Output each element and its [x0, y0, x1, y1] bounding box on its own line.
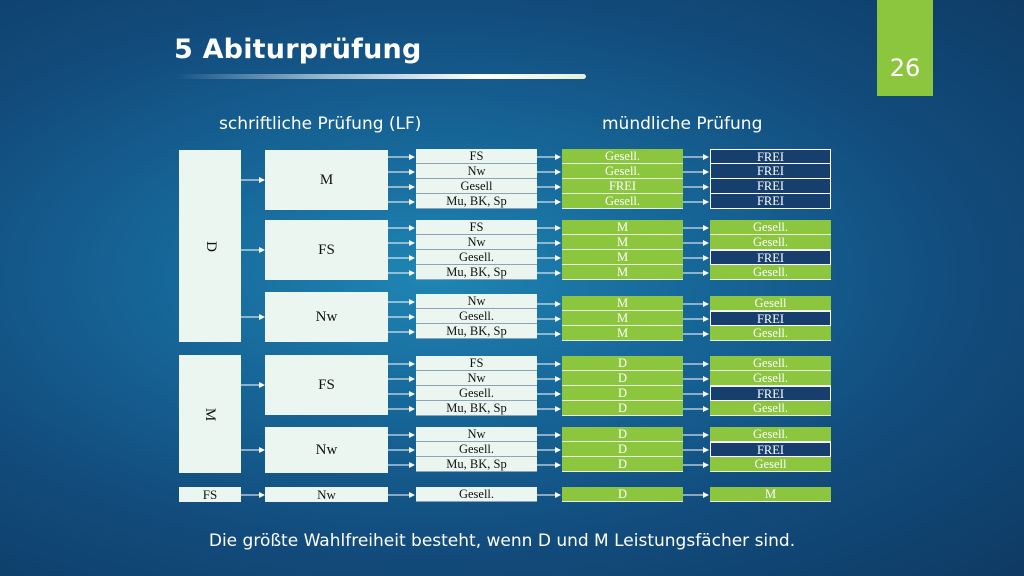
title-underline — [174, 74, 586, 79]
oral-choice-cell: FREI — [710, 250, 831, 265]
oral-subject-cell: M — [562, 250, 683, 265]
oral-subject-cell: Gesell. — [562, 149, 683, 164]
oral-subject-cell: D — [562, 356, 683, 371]
lf2-box-m — [265, 150, 388, 210]
oral-subject-cell: Gesell. — [562, 164, 683, 179]
oral-subject-cell: FREI — [562, 179, 683, 194]
lf2-label: FS — [318, 241, 335, 258]
lf2-label: Nw — [315, 308, 338, 325]
written-subject-cell: Gesell. — [416, 442, 537, 457]
written-subject-cell: Nw — [416, 294, 537, 309]
written-subject-cell: Nw — [416, 164, 537, 179]
oral-choice-cell: Gesell. — [710, 235, 831, 250]
written-subject-cell: Mu, BK, Sp — [416, 324, 537, 339]
oral-subject-cell: D — [562, 401, 683, 416]
written-subject-cell: FS — [416, 149, 537, 164]
oral-choice-cell: Gesell. — [710, 356, 831, 371]
written-subject-cell: FS — [416, 356, 537, 371]
written-subject-cell: Nw — [416, 235, 537, 250]
written-subject-cell: Mu, BK, Sp — [416, 265, 537, 280]
lf1-label-fs: FS — [202, 486, 218, 502]
oral-choice-cell: FREI — [710, 194, 831, 209]
oral-choice-cell: FREI — [710, 311, 831, 326]
oral-choice-cell: FREI — [710, 164, 831, 179]
oral-subject-cell: D — [562, 427, 683, 442]
oral-choice-cell: Gesell. — [710, 220, 831, 235]
oral-subject-cell: D — [562, 442, 683, 457]
oral-choice-cell: FREI — [710, 149, 831, 164]
oral-choice-cell: Gesell. — [710, 371, 831, 386]
lf2-label: Nw — [317, 486, 336, 502]
oral-choice-cell: FREI — [710, 386, 831, 401]
written-subject-cell: Mu, BK, Sp — [416, 457, 537, 472]
written-subject-cell: Gesell. — [416, 386, 537, 401]
lf2-box-nw — [265, 487, 388, 502]
written-subject-cell: FS — [416, 220, 537, 235]
oral-subject-cell: M — [562, 311, 683, 326]
written-subject-cell: Gesell. — [416, 487, 537, 502]
oral-choice-cell: Gesell — [710, 457, 831, 472]
lf2-label: Nw — [315, 441, 338, 458]
lf2-label: FS — [318, 376, 335, 393]
written-subject-cell: Gesell. — [416, 309, 537, 324]
lf2-box-nw — [265, 292, 388, 342]
written-subject-cell: Mu, BK, Sp — [416, 194, 537, 209]
oral-subject-cell: M — [562, 326, 683, 341]
lf2-box-fs — [265, 355, 388, 415]
slide-title: 5 Abiturprüfung — [174, 34, 422, 65]
heading-oral-exam: mündliche Prüfung — [602, 114, 763, 134]
lf1-box-fs — [179, 487, 241, 502]
written-subject-cell: Mu, BK, Sp — [416, 401, 537, 416]
oral-subject-cell: D — [562, 457, 683, 472]
oral-subject-cell: M — [562, 220, 683, 235]
oral-choice-cell: Gesell. — [710, 326, 831, 341]
oral-choice-cell: Gesell. — [710, 401, 831, 416]
oral-subject-cell: M — [562, 235, 683, 250]
footer-note: Die größte Wahlfreiheit besteht, wenn D und M Leistungsfächer sind. — [208, 531, 796, 551]
oral-choice-cell: Gesell — [710, 296, 831, 311]
lf1-box-m — [179, 355, 241, 473]
oral-choice-cell: M — [710, 487, 831, 502]
oral-choice-cell: FREI — [710, 179, 831, 194]
oral-choice-cell: Gesell. — [710, 427, 831, 442]
oral-choice-cell: Gesell. — [710, 265, 831, 280]
written-subject-cell: Gesell — [416, 179, 537, 194]
oral-subject-cell: Gesell. — [562, 194, 683, 209]
lf1-label-m: M — [202, 407, 219, 421]
lf2-label: M — [319, 171, 334, 188]
lf1-box-d — [179, 150, 241, 342]
heading-written-exam: schriftliche Prüfung (LF) — [219, 114, 422, 134]
lf1-label-d: D — [202, 240, 219, 252]
written-subject-cell: Nw — [416, 427, 537, 442]
page-number: 26 — [889, 54, 921, 82]
oral-subject-cell: M — [562, 265, 683, 280]
written-subject-cell: Gesell. — [416, 250, 537, 265]
oral-subject-cell: M — [562, 296, 683, 311]
written-subject-cell: Nw — [416, 371, 537, 386]
oral-choice-cell: FREI — [710, 442, 831, 457]
oral-subject-cell: D — [562, 371, 683, 386]
lf2-box-fs — [265, 220, 388, 280]
lf2-box-nw — [265, 427, 388, 473]
oral-subject-cell: D — [562, 386, 683, 401]
page-number-badge — [877, 0, 933, 96]
oral-subject-cell: D — [562, 487, 683, 502]
